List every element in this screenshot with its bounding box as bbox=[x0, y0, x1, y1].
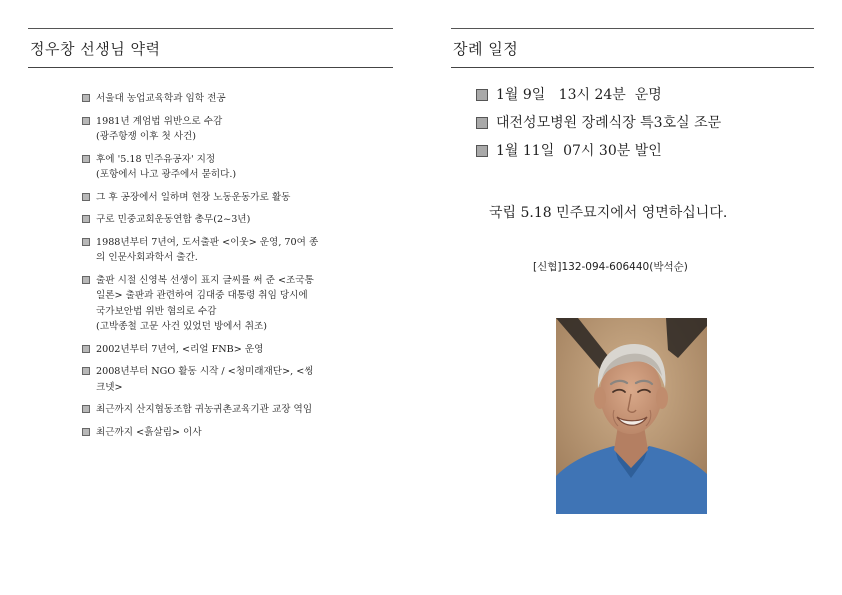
schedule-item: 1월 9일 13시 24분 운명 bbox=[476, 86, 721, 104]
top-rule bbox=[28, 28, 393, 29]
square-bullet-icon bbox=[82, 155, 90, 163]
square-bullet-icon bbox=[82, 428, 90, 436]
list-item: 구로 민중교회운동연합 총무(2~3년) bbox=[82, 212, 382, 228]
portrait-illustration bbox=[556, 318, 707, 514]
square-bullet-icon bbox=[82, 367, 90, 375]
burial-notice: 국립 5.18 민주묘지에서 영면하십니다. bbox=[489, 205, 728, 221]
square-bullet-icon bbox=[476, 117, 488, 129]
square-bullet-icon bbox=[82, 238, 90, 246]
biography-heading: 정우창 선생님 약력 bbox=[30, 40, 161, 58]
list-item: 그 후 공장에서 일하며 현장 노동운동가로 활동 bbox=[82, 190, 382, 206]
list-item: 1988년부터 7년여, 도서출판 <이웃> 운영, 70여 종 의 인문사회과학서 출간. bbox=[82, 235, 382, 266]
portrait-photo bbox=[556, 318, 707, 514]
square-bullet-icon bbox=[476, 145, 488, 157]
biography-list bbox=[82, 91, 382, 447]
funeral-heading: 장례 일정 bbox=[453, 40, 519, 58]
list-item: 후에 '5.18 민주유공자' 지정 (포항에서 나고 광주에서 묻히다.) bbox=[82, 152, 382, 183]
heading-rule bbox=[451, 67, 814, 68]
square-bullet-icon bbox=[82, 276, 90, 284]
list-item: 1981년 계엄법 위반으로 수감 (광주항쟁 이후 첫 사건) bbox=[82, 114, 382, 145]
schedule-item: 1월 11일 07시 30분 발인 bbox=[476, 142, 721, 160]
heading-rule bbox=[28, 67, 393, 68]
list-item: 최근까지 <흙살림> 이사 bbox=[82, 425, 382, 441]
list-item: 서울대 농업교육학과 임학 전공 bbox=[82, 91, 382, 107]
square-bullet-icon bbox=[82, 345, 90, 353]
square-bullet-icon bbox=[82, 405, 90, 413]
list-item: 2008년부터 NGO 활동 시작 / <청미래재단>, <씽 크넷> bbox=[82, 364, 382, 395]
square-bullet-icon bbox=[82, 94, 90, 102]
square-bullet-icon bbox=[82, 117, 90, 125]
list-item: 최근까지 산지협동조합 귀농귀촌교육기관 교장 역임 bbox=[82, 402, 382, 418]
schedule-item: 대전성모병원 장례식장 특3호실 조문 bbox=[476, 114, 721, 132]
condolence-account: [신협]132-094-606440(박석순) bbox=[533, 261, 688, 273]
square-bullet-icon bbox=[82, 215, 90, 223]
list-item: 출판 시절 신영복 선생이 표지 글씨를 써 준 <조국통 일론> 출판과 관련하여 김대중 대통령 취임 당시에 국가보안법 위반 혐의로 수감 (고박종철 고문 사건 있었던 방에서 취조) bbox=[82, 273, 382, 335]
square-bullet-icon bbox=[82, 193, 90, 201]
schedule-list bbox=[476, 86, 721, 170]
square-bullet-icon bbox=[476, 89, 488, 101]
list-item: 2002년부터 7년여, <리얼 FNB> 운영 bbox=[82, 342, 382, 358]
top-rule bbox=[451, 28, 814, 29]
